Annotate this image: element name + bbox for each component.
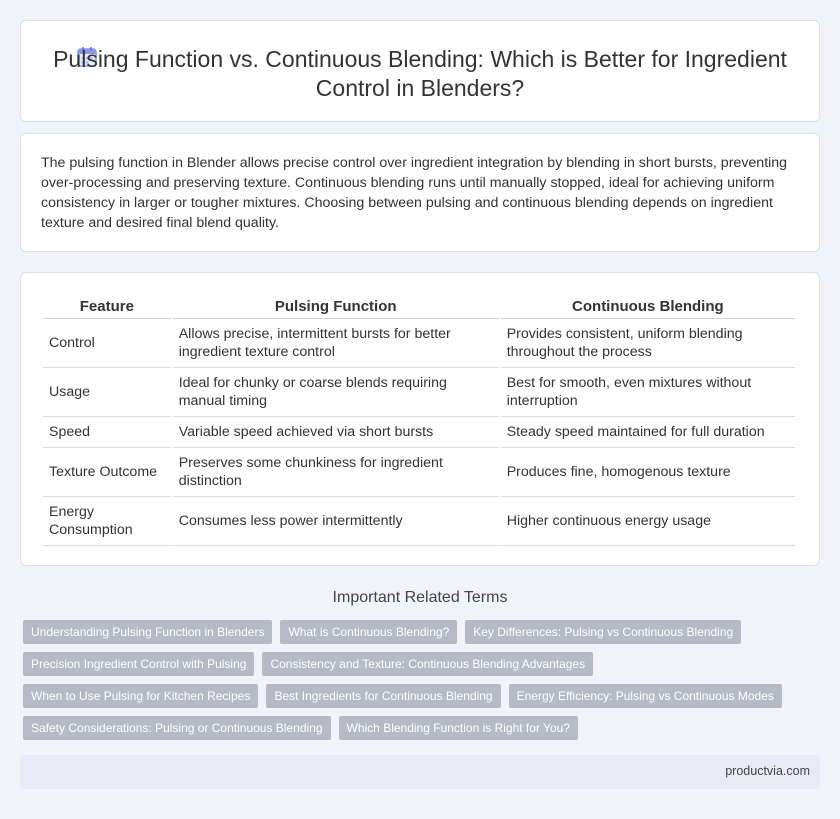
cell-feature: Texture Outcome: [43, 448, 171, 497]
related-tag[interactable]: Energy Efficiency: Pulsing vs Continuous Modes: [509, 684, 782, 708]
cell-feature: Speed: [43, 417, 171, 448]
comparison-table: [41, 296, 797, 546]
cell-pulsing: Allows precise, intermittent bursts for better ingredient texture control: [173, 319, 499, 368]
footer-bar: [20, 755, 820, 789]
cell-pulsing: Ideal for chunky or coarse blends requiring manual timing: [173, 368, 499, 417]
related-tag[interactable]: Best Ingredients for Continuous Blending: [266, 684, 500, 708]
cell-continuous: Best for smooth, even mixtures without interruption: [501, 368, 795, 417]
summary-card: [20, 133, 820, 252]
cell-feature: Usage: [43, 368, 171, 417]
related-tag[interactable]: Safety Considerations: Pulsing or Continuous Blending: [23, 716, 331, 740]
table-row: [43, 368, 795, 417]
related-terms-list: [23, 620, 813, 740]
header-card: [20, 20, 820, 122]
footer-site[interactable]: productvia.com: [725, 764, 810, 778]
cell-continuous: Higher continuous energy usage: [501, 497, 795, 546]
summary-paragraph: The pulsing function in Blender allows precise control over ingredient integration by blending in short bursts, preventing over-processing and preserving texture. Continuous blending runs until manually stopped, ideal for achieving uniform consistency in larger or tougher mixtures. Choosing between pulsing and continuous blending depends on ingredient texture and desired final blend quality.: [41, 155, 788, 231]
cell-pulsing: Consumes less power intermittently: [173, 497, 499, 546]
related-tag[interactable]: What is Continuous Blending?: [280, 620, 457, 644]
related-tag[interactable]: When to Use Pulsing for Kitchen Recipes: [23, 684, 258, 708]
related-tag[interactable]: Consistency and Texture: Continuous Blending Advantages: [262, 652, 593, 676]
page-title: Pulsing Function vs. Continuous Blending: Which is Better for Ingredient Control in Blenders?: [53, 46, 787, 101]
cell-continuous: Produces fine, homogenous texture: [501, 448, 795, 497]
cell-feature: Energy Consumption: [43, 497, 171, 546]
cell-pulsing: Variable speed achieved via short bursts: [173, 417, 499, 448]
related-tag[interactable]: Key Differences: Pulsing vs Continuous Blending: [465, 620, 741, 644]
cell-pulsing: Preserves some chunkiness for ingredient distinction: [173, 448, 499, 497]
table-row: [43, 448, 795, 497]
cell-continuous: Provides consistent, uniform blending throughout the process: [501, 319, 795, 368]
related-tag[interactable]: Which Blending Function is Right for You?: [339, 716, 578, 740]
table-row: [43, 319, 795, 368]
table-row: [43, 497, 795, 546]
header-pulsing: Pulsing Function: [173, 296, 499, 319]
table-header-row: [43, 296, 795, 319]
header-continuous: Continuous Blending: [501, 296, 795, 319]
table-row: [43, 417, 795, 448]
comparison-table-card: [20, 272, 820, 566]
header-feature: Feature: [43, 296, 171, 319]
related-terms-title: Important Related Terms: [332, 589, 508, 606]
cell-continuous: Steady speed maintained for full duration: [501, 417, 795, 448]
related-tag[interactable]: Precision Ingredient Control with Pulsing: [23, 652, 254, 676]
related-tag[interactable]: Understanding Pulsing Function in Blenders: [23, 620, 272, 644]
cell-feature: Control: [43, 319, 171, 368]
